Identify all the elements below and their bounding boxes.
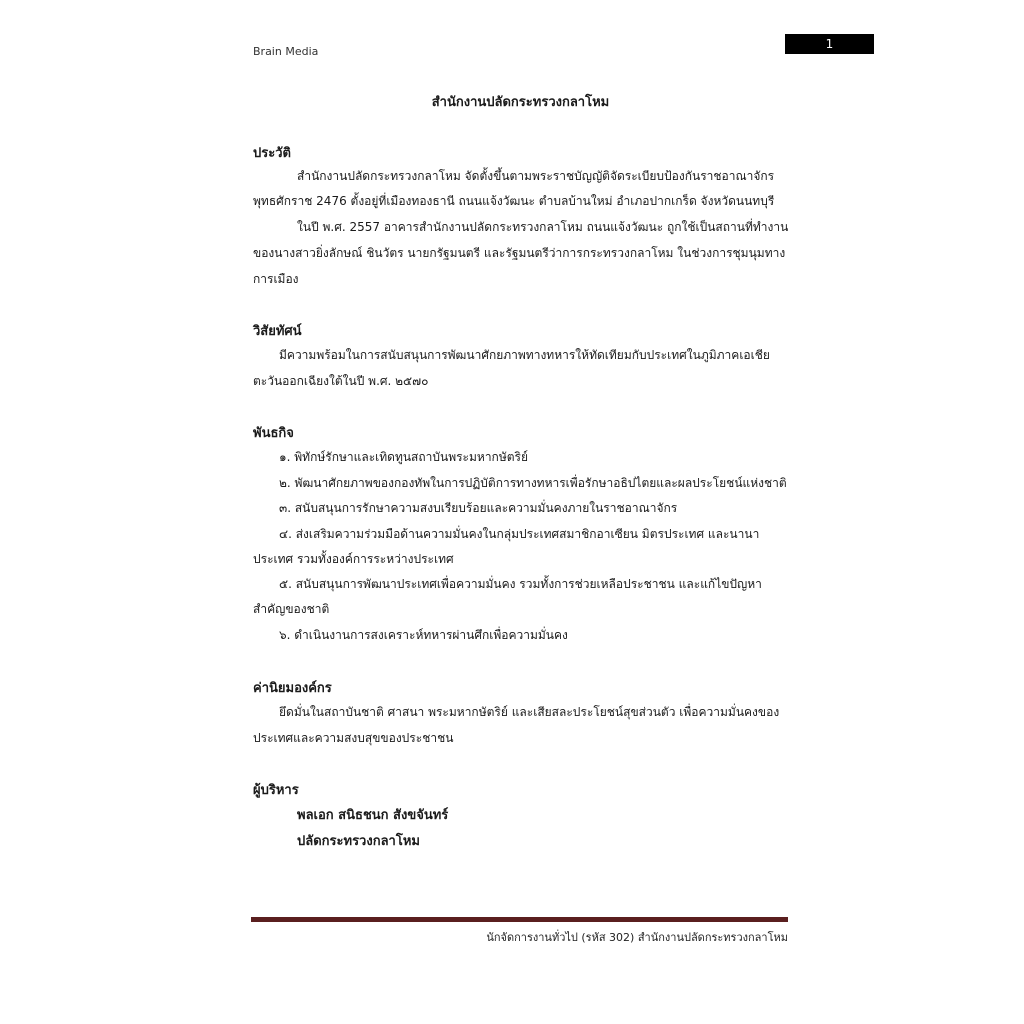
values-heading: ค่านิยมองค์กร (253, 681, 332, 696)
values-line: ยึดมั่นในสถาบันชาติ ศาสนา พระมหากษัตริย์ และเสียสละประโยชน์สุขส่วนตัว เพื่อความมั่นคงของ (279, 705, 780, 719)
mission-item: ประเทศ รวมทั้งองค์การระหว่างประเทศ (253, 552, 454, 566)
mission-heading: พันธกิจ (253, 426, 294, 441)
vision-heading: วิสัยทัศน์ (253, 324, 302, 339)
history-line: พุทธศักราช 2476 ตั้งอยู่ที่เมืองทองธานี ถนนแจ้งวัฒนะ ตำบลบ้านใหม่ อำเภอปากเกร็ด จังหวัดนนทบุรี (253, 194, 775, 208)
mission-item: ๑. พิทักษ์รักษาและเทิดทูนสถาบันพระมหากษัตริย์ (279, 450, 529, 464)
values-line: ประเทศและความสงบสุขของประชาชน (253, 731, 454, 745)
vision-line: มีความพร้อมในการสนับสนุนการพัฒนาศักยภาพทางทหารให้ทัดเทียมกับประเทศในภูมิภาคเอเชีย (279, 348, 770, 362)
mission-item: ๕. สนับสนุนการพัฒนาประเทศเพื่อความมั่นคง รวมทั้งการช่วยเหลือประชาชน และแก้ไขปัญหา (279, 577, 762, 591)
mission-item: ๖. ดำเนินงานการสงเคราะห์ทหารผ่านศึกเพื่อความมั่นคง (279, 628, 568, 642)
history-line: ของนางสาวยิ่งลักษณ์ ชินวัตร นายกรัฐมนตรี และรัฐมนตรีว่าการกระทรวงกลาโหม ในช่วงการชุมนุมทาง (253, 246, 786, 260)
history-line: การเมือง (253, 272, 299, 286)
history-line: ในปี พ.ศ. 2557 อาคารสำนักงานปลัดกระทรวงกลาโหม ถนนแจ้งวัฒนะ ถูกใช้เป็นสถานที่ทำงาน (297, 220, 789, 234)
footer-rule (251, 917, 788, 922)
publisher-label: Brain Media (253, 45, 319, 58)
vision-line: ตะวันออกเฉียงใต้ในปี พ.ศ. ๒๕๗๐ (253, 374, 429, 388)
history-line: สำนักงานปลัดกระทรวงกลาโหม จัดตั้งขึ้นตามพระราชบัญญัติจัดระเบียบป้องกันราชอาณาจักร (297, 169, 775, 183)
page-number-badge: 1 (785, 34, 874, 54)
document-title: สำนักงานปลัดกระทรวงกลาโหม (431, 95, 610, 110)
mission-item: ๔. ส่งเสริมความร่วมมือด้านความมั่นคงในกลุ่มประเทศสมาชิกอาเซียน มิตรประเทศ และนานา (279, 527, 760, 541)
footer-text: นักจัดการงานทั่วไป (รหัส 302) สำนักงานปลัดกระทรวงกลาโหม (486, 931, 788, 944)
executive-name: พลเอก สนิธชนก สังขจันทร์ (297, 808, 449, 823)
mission-item: สำคัญของชาติ (253, 602, 330, 616)
executive-heading: ผู้บริหาร (253, 783, 299, 798)
mission-item: ๓. สนับสนุนการรักษาความสงบเรียบร้อยและความมั่นคงภายในราชอาณาจักร (279, 501, 678, 515)
history-heading: ประวัติ (253, 146, 291, 161)
executive-position: ปลัดกระทรวงกลาโหม (297, 834, 420, 849)
mission-item: ๒. พัฒนาศักยภาพของกองทัพในการปฏิบัติการทางทหารเพื่อรักษาอธิปไตยและผลประโยชน์แห่งชาติ (279, 476, 787, 490)
